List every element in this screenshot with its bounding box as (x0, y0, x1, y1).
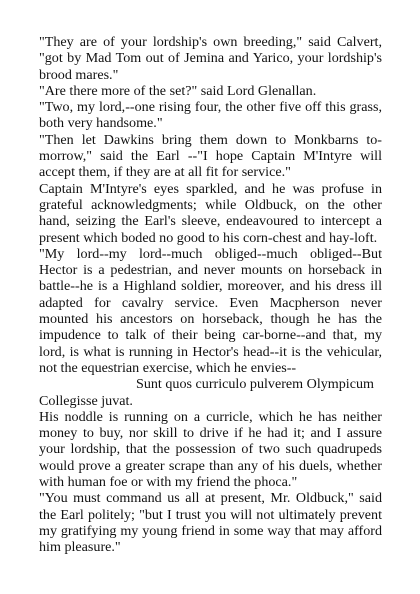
paragraph-earl-reply: "You must command us all at present, Mr. Oldbuck," said the Earl politely; "but I trust you will not ultimately prevent my gratifying my young friend in some way that may afford him pleasure." (39, 490, 382, 556)
paragraph-captain-thanks: Captain M'Intyre's eyes sparkled, and he was profuse in grateful acknowledgments; while Oldbuck, on the other hand, seizing the Earl's sleeve, endeavoured to intercept a present which boded no good to his corn-chest and hay-loft. (39, 180, 382, 246)
paragraph-two-horses: "Two, my lord,--one rising four, the other five off this grass, both very handsome." (39, 99, 382, 132)
paragraph-glenallan-question: "Are there more of the set?" said Lord Glenallan. (39, 82, 317, 99)
paragraph-curricle: His noddle is running on a curricle, which he has neither money to buy, nor skill to drive if he had it; and I assure your lordship, that the possession of two such quadrupeds would prove a greater scrape than any of his duels, whether with human foe or with my friend the phoca." (39, 408, 382, 491)
paragraph-dawkins: "Then let Dawkins bring them down to Monkbarns to-morrow," said the Earl --"I hope Captain M'Intyre will accept them, if they are at all fit for service." (39, 131, 382, 181)
document-page (39, 34, 382, 556)
latin-quotation-line-2: Collegisse juvat. (39, 392, 133, 409)
latin-quotation (39, 376, 382, 409)
paragraph-oldbuck-objection: "My lord--my lord--much obliged--much obliged--But Hector is a pedestrian, and never mounts on horseback in battle--he is a Highland soldier, moreover, and his dress ill adapted for cavalry service. Even Macpherson never mounted his ancestors on horseback, though he has the impudence to talk of their being car-borne--and that, my lord, is what is running in Hector's head--it is the vehicular, not the equestrian exercise, which he envies-- (39, 245, 382, 376)
paragraph-calvert: "They are of your lordship's own breeding," said Calvert, "got by Mad Tom out of Jemina and Yarico, your lordship's brood mares." (39, 34, 382, 83)
latin-quotation-line-1: Sunt quos curriculo pulverem Olympicum (136, 376, 374, 393)
